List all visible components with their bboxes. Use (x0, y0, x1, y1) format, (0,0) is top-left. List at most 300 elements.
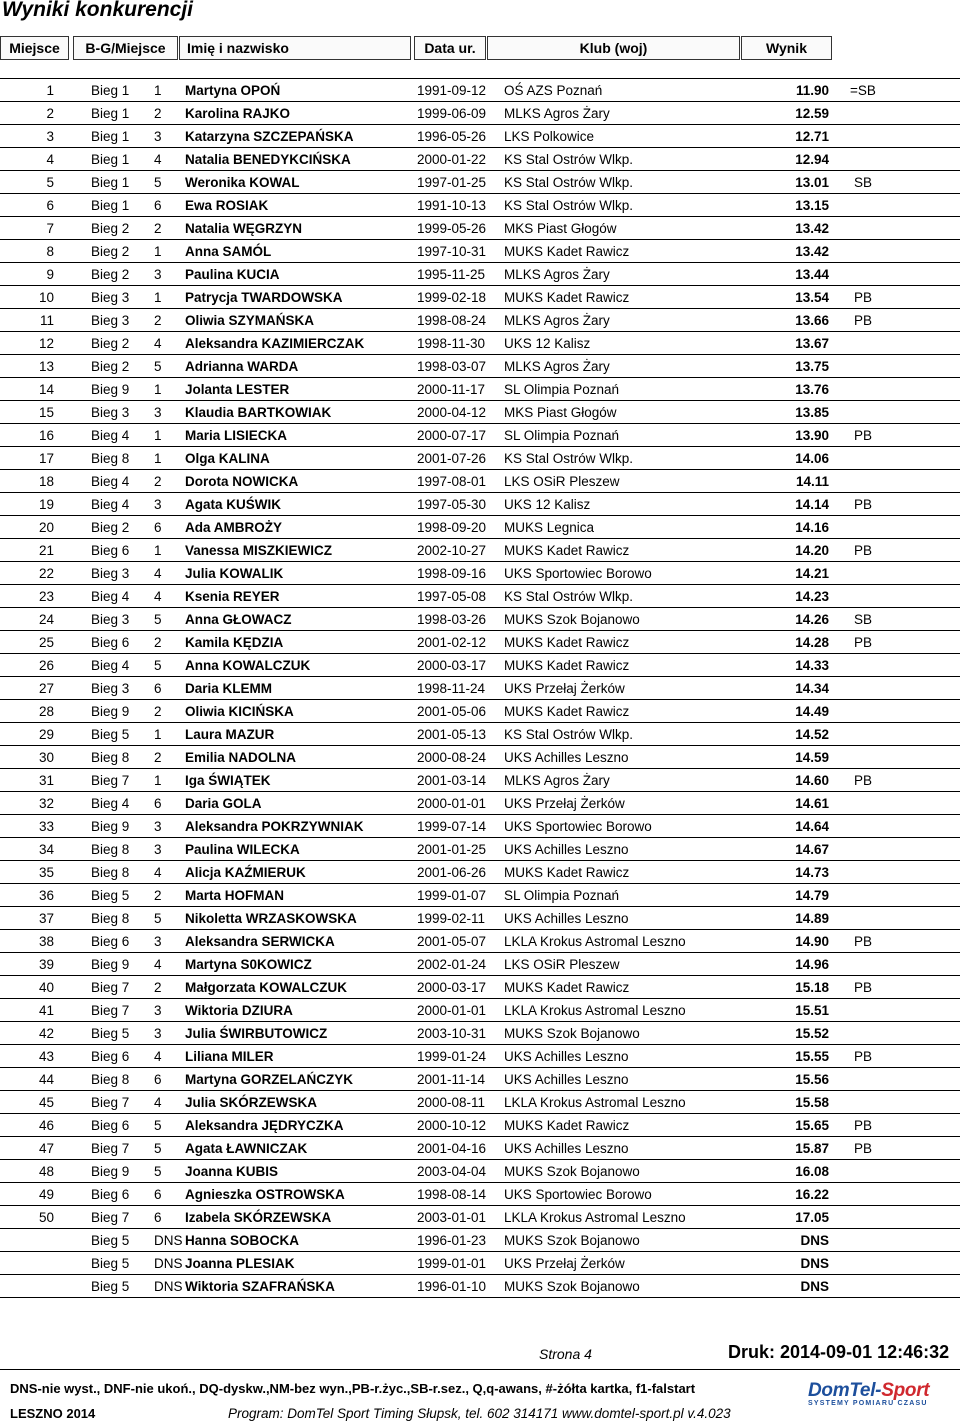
athlete-name-cell: Alicja KAŹMIERUK (185, 865, 306, 880)
record-note-cell: PB (853, 980, 872, 995)
place-cell: 9 (46, 267, 54, 282)
club-cell: UKS Achilles Leszno (504, 911, 629, 926)
lane-cell: DNS (154, 1256, 183, 1271)
lane-cell: 4 (154, 152, 162, 167)
club-cell: KS Stal Ostrów Wlkp. (504, 589, 634, 604)
place-cell: 20 (38, 520, 54, 535)
club-cell: LKLA Krokus Astromal Leszno (504, 934, 686, 949)
club-cell: UKS Achilles Leszno (504, 1049, 629, 1064)
table-row (0, 838, 960, 861)
heat-cell: Bieg 5 (91, 727, 130, 742)
heat-cell: Bieg 4 (91, 589, 130, 604)
heat-cell: Bieg 4 (91, 658, 130, 673)
club-cell: MKS Piast Głogów (504, 221, 617, 236)
record-note-cell: PB (853, 1118, 872, 1133)
table-row (0, 79, 960, 102)
result-cell: 12.94 (795, 152, 829, 167)
place-cell: 49 (38, 1187, 54, 1202)
birth-date-cell: 1999-06-09 (417, 106, 487, 121)
table-row (0, 930, 960, 953)
place-cell: 23 (38, 589, 54, 604)
result-cell: 14.90 (795, 934, 829, 949)
birth-date-cell: 1996-01-10 (417, 1279, 487, 1294)
result-cell: 15.51 (795, 1003, 829, 1018)
athlete-name-cell: Natalia BENEDYKCIŃSKA (185, 152, 351, 167)
lane-cell: 4 (154, 865, 162, 880)
table-row (0, 309, 960, 332)
birth-date-cell: 2001-06-26 (417, 865, 487, 880)
club-cell: MKS Piast Głogów (504, 405, 617, 420)
heat-cell: Bieg 9 (91, 704, 130, 719)
lane-cell: 5 (154, 1141, 162, 1156)
table-row (0, 1137, 960, 1160)
athlete-name-cell: Vanessa MISZKIEWICZ (185, 543, 333, 558)
athlete-name-cell: Martyna OPOŃ (185, 83, 281, 98)
place-cell: 2 (46, 106, 54, 121)
result-cell: 13.90 (795, 428, 829, 443)
athlete-name-cell: Klaudia BARTKOWIAK (185, 405, 332, 420)
place-cell: 21 (38, 543, 54, 558)
heat-cell: Bieg 3 (91, 612, 130, 627)
table-row (0, 608, 960, 631)
abbreviations-legend: DNS-nie wyst., DNF-nie ukoń., DQ-dyskw.,NM-bez wyn.,PB-r.życ.,SB-r.sez., Q,q-awans, #-żółta kartka, f1-falstart (10, 1381, 696, 1396)
club-cell: KS Stal Ostrów Wlkp. (504, 727, 634, 742)
heat-cell: Bieg 8 (91, 842, 130, 857)
result-cell: 14.28 (795, 635, 829, 650)
heat-cell: Bieg 8 (91, 750, 130, 765)
club-cell: MUKS Kadet Rawicz (504, 980, 630, 995)
table-row (0, 1045, 960, 1068)
athlete-name-cell: Agata KUŚWIK (185, 497, 282, 512)
result-cell: 13.54 (795, 290, 829, 305)
club-cell: MLKS Agros Żary (504, 106, 610, 121)
result-cell: 16.08 (795, 1164, 829, 1179)
birth-date-cell: 2001-01-25 (417, 842, 487, 857)
place-cell: 28 (38, 704, 54, 719)
birth-date-cell: 2001-04-16 (417, 1141, 487, 1156)
result-cell: 13.42 (795, 221, 829, 236)
club-cell: UKS 12 Kalisz (504, 336, 591, 351)
result-cell: 15.55 (795, 1049, 829, 1064)
table-row (0, 1275, 960, 1298)
result-cell: 14.73 (795, 865, 829, 880)
result-cell: 14.20 (795, 543, 829, 558)
athlete-name-cell: Karolina RAJKO (185, 106, 291, 121)
table-row (0, 1022, 960, 1045)
place-cell: 35 (38, 865, 54, 880)
lane-cell: 3 (154, 497, 162, 512)
birth-date-cell: 1991-09-12 (417, 83, 487, 98)
table-row (0, 861, 960, 884)
result-cell: 12.59 (795, 106, 829, 121)
club-cell: LKS OSiR Pleszew (504, 957, 620, 972)
place-cell: 15 (38, 405, 54, 420)
result-cell: 14.06 (795, 451, 829, 466)
heat-cell: Bieg 1 (91, 106, 130, 121)
club-cell: MUKS Kadet Rawicz (504, 290, 630, 305)
heat-cell: Bieg 4 (91, 796, 130, 811)
athlete-name-cell: Dorota NOWICKA (185, 474, 299, 489)
result-cell: 14.14 (795, 497, 829, 512)
athlete-name-cell: Aleksandra JĘDRYCZKA (185, 1118, 344, 1133)
table-row (0, 677, 960, 700)
club-cell: MUKS Kadet Rawicz (504, 244, 630, 259)
lane-cell: 5 (154, 1118, 162, 1133)
program-credit: Program: DomTel Sport Timing Słupsk, tel. 602 314171 www.domtel-sport.pl v.4.023 (228, 1406, 731, 1421)
heat-cell: Bieg 2 (91, 336, 130, 351)
heat-cell: Bieg 6 (91, 1118, 130, 1133)
club-cell: UKS Przełaj Żerków (504, 1256, 625, 1271)
lane-cell: 2 (154, 474, 162, 489)
lane-cell: 2 (154, 106, 162, 121)
result-cell: 15.65 (795, 1118, 829, 1133)
club-cell: MLKS Agros Żary (504, 313, 610, 328)
result-cell: 14.52 (795, 727, 829, 742)
table-row (0, 516, 960, 539)
record-note-cell: PB (853, 934, 872, 949)
birth-date-cell: 2000-01-01 (417, 796, 487, 811)
lane-cell: 3 (154, 129, 162, 144)
result-cell: 14.49 (795, 704, 829, 719)
result-cell: 13.85 (795, 405, 829, 420)
table-row (0, 194, 960, 217)
place-cell: 31 (38, 773, 54, 788)
table-row (0, 1229, 960, 1252)
heat-cell: Bieg 4 (91, 428, 130, 443)
birth-date-cell: 2000-11-17 (417, 382, 486, 397)
heat-cell: Bieg 3 (91, 681, 130, 696)
birth-date-cell: 1998-08-24 (417, 313, 487, 328)
place-cell: 42 (38, 1026, 54, 1041)
birth-date-cell: 1999-01-01 (417, 1256, 487, 1271)
athlete-name-cell: Paulina KUCIA (185, 267, 280, 282)
lane-cell: 4 (154, 1095, 162, 1110)
birth-date-cell: 2003-04-04 (417, 1164, 487, 1179)
lane-cell: 2 (154, 750, 162, 765)
club-cell: UKS Achilles Leszno (504, 1072, 629, 1087)
table-row (0, 240, 960, 263)
table-row (0, 263, 960, 286)
heat-cell: Bieg 2 (91, 359, 130, 374)
heat-cell: Bieg 6 (91, 1187, 130, 1202)
athlete-name-cell: Weronika KOWAL (185, 175, 300, 190)
place-cell: 44 (38, 1072, 54, 1087)
heat-cell: Bieg 7 (91, 773, 130, 788)
record-note-cell: PB (853, 497, 872, 512)
lane-cell: 1 (154, 83, 162, 98)
birth-date-cell: 2000-08-11 (417, 1095, 486, 1110)
lane-cell: 4 (154, 1049, 162, 1064)
result-cell: DNS (800, 1233, 829, 1248)
result-cell: 15.56 (795, 1072, 829, 1087)
venue-label: LESZNO 2014 (10, 1406, 96, 1421)
heat-cell: Bieg 8 (91, 911, 130, 926)
heat-cell: Bieg 8 (91, 865, 130, 880)
athlete-name-cell: Ewa ROSIAK (185, 198, 269, 213)
place-cell: 17 (38, 451, 54, 466)
result-cell: DNS (800, 1279, 829, 1294)
heat-cell: Bieg 6 (91, 1049, 130, 1064)
result-cell: DNS (800, 1256, 829, 1271)
lane-cell: 2 (154, 221, 162, 236)
table-row (0, 585, 960, 608)
heat-cell: Bieg 1 (91, 152, 130, 167)
record-note-cell: PB (853, 290, 872, 305)
athlete-name-cell: Aleksandra SERWICKA (185, 934, 335, 949)
table-row (0, 286, 960, 309)
lane-cell: 5 (154, 1164, 162, 1179)
heat-cell: Bieg 9 (91, 957, 130, 972)
birth-date-cell: 2000-03-17 (417, 658, 487, 673)
club-cell: MUKS Kadet Rawicz (504, 865, 630, 880)
place-cell: 48 (38, 1164, 54, 1179)
birth-date-cell: 2001-11-14 (417, 1072, 486, 1087)
table-row (0, 171, 960, 194)
lane-cell: 4 (154, 957, 162, 972)
heat-cell: Bieg 3 (91, 313, 130, 328)
club-cell: SL Olimpia Poznań (504, 888, 620, 903)
place-cell: 47 (38, 1141, 54, 1156)
club-cell: UKS Przełaj Żerków (504, 681, 625, 696)
table-row (0, 470, 960, 493)
table-row (0, 447, 960, 470)
lane-cell: DNS (154, 1279, 183, 1294)
athlete-name-cell: Liliana MILER (185, 1049, 274, 1064)
heat-cell: Bieg 4 (91, 474, 130, 489)
athlete-name-cell: Julia KOWALIK (185, 566, 284, 581)
result-cell: 15.58 (795, 1095, 829, 1110)
lane-cell: 6 (154, 520, 162, 535)
athlete-name-cell: Agata ŁAWNICZAK (185, 1141, 308, 1156)
club-cell: MUKS Szok Bojanowo (504, 1164, 640, 1179)
birth-date-cell: 1999-01-07 (417, 888, 487, 903)
heat-cell: Bieg 8 (91, 451, 130, 466)
birth-date-cell: 2003-10-31 (417, 1026, 487, 1041)
heat-cell: Bieg 9 (91, 819, 130, 834)
lane-cell: 5 (154, 658, 162, 673)
logo-brand-b: Sport (881, 1380, 930, 1401)
athlete-name-cell: Małgorzata KOWALCZUK (185, 980, 347, 995)
birth-date-cell: 1998-11-24 (417, 681, 486, 696)
lane-cell: 1 (154, 290, 162, 305)
heat-cell: Bieg 7 (91, 1003, 130, 1018)
athlete-name-cell: Maria LISIECKA (185, 428, 288, 443)
birth-date-cell: 1999-05-26 (417, 221, 487, 236)
athlete-name-cell: Wiktoria SZAFRAŃSKA (185, 1279, 335, 1294)
logo-tagline: SYSTEMY POMIARU CZASU (808, 1400, 928, 1407)
athlete-name-cell: Ada AMBROŻY (185, 520, 282, 535)
table-row (0, 976, 960, 999)
table-row (0, 539, 960, 562)
heat-cell: Bieg 6 (91, 543, 130, 558)
place-cell: 45 (38, 1095, 54, 1110)
birth-date-cell: 2001-05-06 (417, 704, 487, 719)
lane-cell: 2 (154, 980, 162, 995)
result-cell: 13.42 (795, 244, 829, 259)
page-number: Strona 4 (539, 1346, 592, 1362)
place-cell: 30 (38, 750, 54, 765)
place-cell: 27 (38, 681, 54, 696)
club-cell: MUKS Kadet Rawicz (504, 635, 630, 650)
birth-date-cell: 2000-01-01 (417, 1003, 487, 1018)
athlete-name-cell: Marta HOFMAN (185, 888, 285, 903)
club-cell: MUKS Szok Bojanowo (504, 1279, 640, 1294)
result-cell: 14.11 (795, 474, 829, 489)
athlete-name-cell: Martyna S0KOWICZ (185, 957, 312, 972)
club-cell: UKS 12 Kalisz (504, 497, 591, 512)
athlete-name-cell: Julia ŚWIRBUTOWICZ (185, 1026, 328, 1041)
athlete-name-cell: Wiktoria DZIURA (185, 1003, 293, 1018)
lane-cell: 1 (154, 382, 162, 397)
result-cell: 16.22 (795, 1187, 829, 1202)
birth-date-cell: 1996-01-23 (417, 1233, 487, 1248)
place-cell: 46 (38, 1118, 54, 1133)
result-cell: 14.60 (795, 773, 829, 788)
heat-cell: Bieg 2 (91, 244, 130, 259)
record-note-cell: PB (853, 1049, 872, 1064)
lane-cell: 1 (154, 428, 162, 443)
place-cell: 39 (38, 957, 54, 972)
birth-date-cell: 1999-07-14 (417, 819, 487, 834)
table-row (0, 631, 960, 654)
footer-rule (0, 1369, 960, 1370)
athlete-name-cell: Martyna GORZELAŃCZYK (185, 1072, 354, 1087)
heat-cell: Bieg 5 (91, 888, 130, 903)
place-cell: 14 (38, 382, 54, 397)
lane-cell: 6 (154, 1210, 162, 1225)
birth-date-cell: 1998-08-14 (417, 1187, 487, 1202)
heat-cell: Bieg 3 (91, 566, 130, 581)
lane-cell: 5 (154, 911, 162, 926)
heat-cell: Bieg 1 (91, 198, 130, 213)
birth-date-cell: 2000-01-22 (417, 152, 487, 167)
club-cell: OŚ AZS Poznań (504, 83, 603, 98)
athlete-name-cell: Hanna SOBOCKA (185, 1233, 300, 1248)
birth-date-cell: 2001-05-13 (417, 727, 487, 742)
table-row (0, 217, 960, 240)
result-cell: 13.15 (795, 198, 829, 213)
athlete-name-cell: Anna SAMÓL (185, 244, 272, 259)
club-cell: LKLA Krokus Astromal Leszno (504, 1095, 686, 1110)
athlete-name-cell: Daria GOLA (185, 796, 262, 811)
table-row (0, 378, 960, 401)
club-cell: KS Stal Ostrów Wlkp. (504, 175, 634, 190)
place-cell: 5 (46, 175, 54, 190)
heat-cell: Bieg 3 (91, 290, 130, 305)
birth-date-cell: 1991-10-13 (417, 198, 487, 213)
club-cell: SL Olimpia Poznań (504, 382, 620, 397)
lane-cell: 6 (154, 1072, 162, 1087)
header-name: Imię i nazwisko (179, 36, 411, 60)
table-row (0, 1160, 960, 1183)
club-cell: LKLA Krokus Astromal Leszno (504, 1003, 686, 1018)
table-row (0, 1183, 960, 1206)
lane-cell: 1 (154, 773, 162, 788)
heat-cell: Bieg 9 (91, 1164, 130, 1179)
athlete-name-cell: Paulina WILECKA (185, 842, 300, 857)
lane-cell: 3 (154, 267, 162, 282)
result-cell: 13.44 (795, 267, 829, 282)
lane-cell: 1 (154, 727, 162, 742)
record-note-cell: SB (853, 612, 872, 627)
place-cell: 24 (38, 612, 54, 627)
lane-cell: 6 (154, 796, 162, 811)
lane-cell: 1 (154, 543, 162, 558)
athlete-name-cell: Nikoletta WRZASKOWSKA (185, 911, 357, 926)
birth-date-cell: 2001-05-07 (417, 934, 487, 949)
birth-date-cell: 2000-08-24 (417, 750, 487, 765)
heat-cell: Bieg 7 (91, 1141, 130, 1156)
place-cell: 43 (38, 1049, 54, 1064)
club-cell: MUKS Kadet Rawicz (504, 543, 630, 558)
birth-date-cell: 2001-07-26 (417, 451, 487, 466)
birth-date-cell: 1999-02-18 (417, 290, 487, 305)
birth-date-cell: 2000-03-17 (417, 980, 487, 995)
birth-date-cell: 1998-03-26 (417, 612, 487, 627)
record-note-cell: PB (853, 773, 872, 788)
heat-cell: Bieg 1 (91, 175, 130, 190)
lane-cell: 1 (154, 244, 162, 259)
club-cell: MUKS Szok Bojanowo (504, 1233, 640, 1248)
heat-cell: Bieg 5 (91, 1233, 130, 1248)
athlete-name-cell: Jolanta LESTER (185, 382, 290, 397)
table-row (0, 700, 960, 723)
athlete-name-cell: Joanna KUBIS (185, 1164, 279, 1179)
heat-cell: Bieg 5 (91, 1279, 130, 1294)
place-cell: 3 (46, 129, 54, 144)
athlete-name-cell: Kamila KĘDZIA (185, 635, 284, 650)
table-row (0, 792, 960, 815)
table-row (0, 953, 960, 976)
header-result: Wynik (741, 36, 832, 60)
heat-cell: Bieg 7 (91, 1210, 130, 1225)
club-cell: LKLA Krokus Astromal Leszno (504, 1210, 686, 1225)
athlete-name-cell: Olga KALINA (185, 451, 270, 466)
athlete-name-cell: Patrycja TWARDOWSKA (185, 290, 343, 305)
lane-cell: 5 (154, 359, 162, 374)
heat-cell: Bieg 8 (91, 1072, 130, 1087)
result-cell: 14.26 (795, 612, 829, 627)
place-cell: 19 (38, 497, 54, 512)
lane-cell: 6 (154, 681, 162, 696)
place-cell: 6 (46, 198, 54, 213)
place-cell: 32 (38, 796, 54, 811)
athlete-name-cell: Aleksandra POKRZYWNIAK (185, 819, 364, 834)
athlete-name-cell: Joanna PLESIAK (185, 1256, 295, 1271)
record-note-cell: PB (853, 313, 872, 328)
place-cell: 25 (38, 635, 54, 650)
athlete-name-cell: Katarzyna SZCZEPAŃSKA (185, 129, 354, 144)
club-cell: MUKS Kadet Rawicz (504, 1118, 630, 1133)
record-note-cell: PB (853, 543, 872, 558)
record-note-cell: PB (853, 635, 872, 650)
print-timestamp: Druk: 2014-09-01 12:46:32 (728, 1342, 950, 1362)
header-dob: Data ur. (414, 36, 486, 60)
heat-cell: Bieg 1 (91, 129, 130, 144)
club-cell: MUKS Szok Bojanowo (504, 1026, 640, 1041)
table-row (0, 999, 960, 1022)
birth-date-cell: 1998-11-30 (417, 336, 486, 351)
club-cell: KS Stal Ostrów Wlkp. (504, 152, 634, 167)
club-cell: MUKS Szok Bojanowo (504, 612, 640, 627)
birth-date-cell: 2000-10-12 (417, 1118, 487, 1133)
result-cell: 14.34 (795, 681, 829, 696)
result-cell: 14.96 (795, 957, 829, 972)
heat-cell: Bieg 6 (91, 635, 130, 650)
lane-cell: 3 (154, 819, 162, 834)
athlete-name-cell: Izabela SKÓRZEWSKA (185, 1210, 332, 1225)
club-cell: MUKS Legnica (504, 520, 595, 535)
